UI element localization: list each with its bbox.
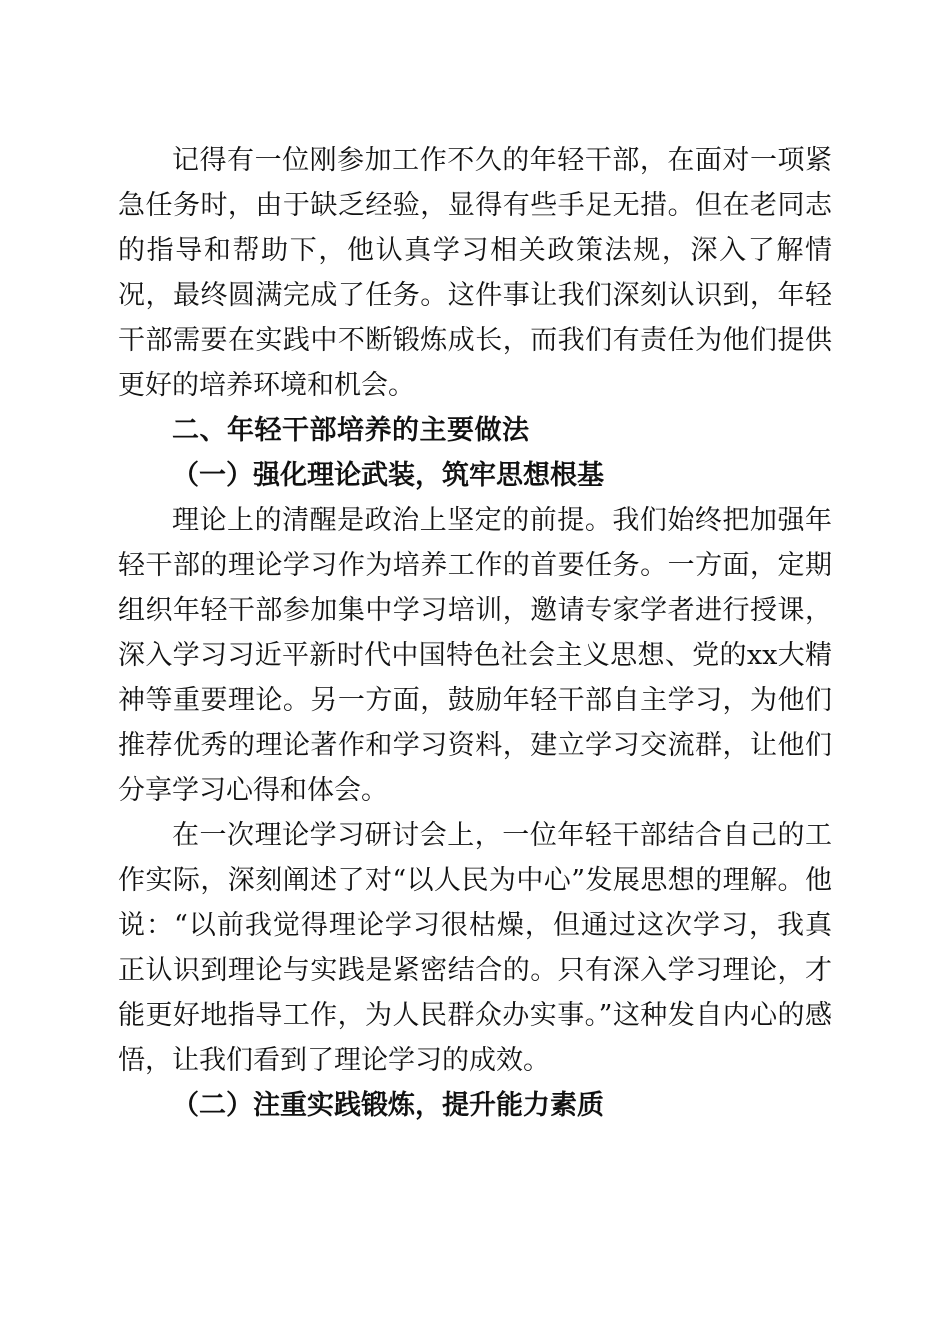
subheading-theory-armament: （一）强化理论武装，筑牢思想根基 bbox=[172, 460, 604, 491]
document-body bbox=[118, 138, 832, 1128]
paragraph-seminar-story: 在一次理论学习研讨会上，一位年轻干部结合自己的工作实际，深刻阐述了对“以人民为中心”发展思想的理解。他说：“以前我觉得理论学习很枯燥，但通过这次学习，我真正认识到理论与实践是紧密结合的。只有深入学习理论，才能更好地指导工作，为人民群众办实事。”这种发自内心的感悟，让我们看到了理论学习的成效。 bbox=[118, 820, 832, 1076]
subheading-practice-training: （二）注重实践锻炼，提升能力素质 bbox=[172, 1090, 604, 1121]
paragraph-young-cadre-story: 记得有一位刚参加工作不久的年轻干部，在面对一项紧急任务时，由于缺乏经验，显得有些手足无措。但在老同志的指导和帮助下，他认真学习相关政策法规，深入了解情况，最终圆满完成了任务。这件事让我们深刻认识到，年轻干部需要在实践中不断锻炼成长，而我们有责任为他们提供更好的培养环境和机会。 bbox=[118, 145, 832, 401]
section-heading-main-practices: 二、年轻干部培养的主要做法 bbox=[172, 415, 530, 446]
paragraph-theory-study: 理论上的清醒是政治上坚定的前提。我们始终把加强年轻干部的理论学习作为培养工作的首要任务。一方面，定期组织年轻干部参加集中学习培训，邀请专家学者进行授课，深入学习习近平新时代中国特色社会主义思想、党的xx大精神等重要理论。另一方面，鼓励年轻干部自主学习，为他们推荐优秀的理论著作和学习资料，建立学习交流群，让他们分享学习心得和体会。 bbox=[118, 505, 832, 806]
